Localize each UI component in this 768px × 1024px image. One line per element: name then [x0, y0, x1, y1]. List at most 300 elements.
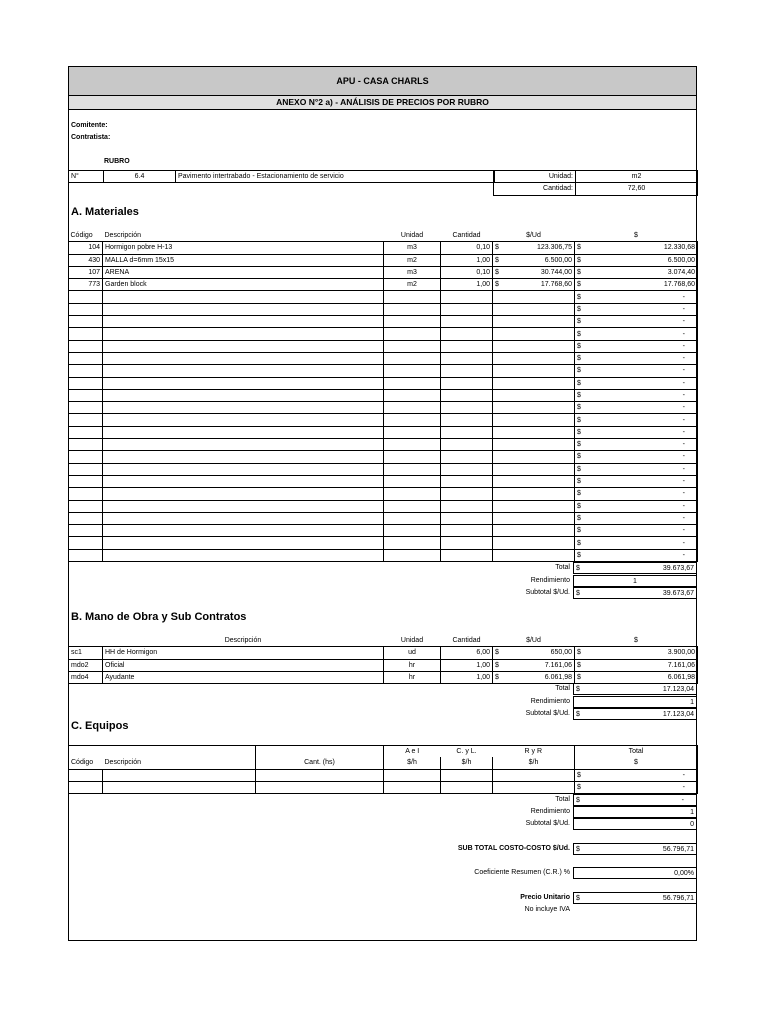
- mat-header-unidad: Unidad: [400, 232, 424, 240]
- mat-total: [575, 451, 698, 463]
- empty-cell: [493, 291, 575, 303]
- table-row: [69, 316, 698, 328]
- eq-header-ryr: R y R: [493, 746, 575, 758]
- mo-cantidad: 1,00: [441, 671, 493, 683]
- table-row: [69, 647, 698, 659]
- empty-cell: [103, 439, 384, 451]
- amount: 6.061,98: [667, 674, 695, 682]
- amount: -: [682, 502, 685, 510]
- empty-cell: [103, 500, 384, 512]
- table-row: [69, 781, 698, 793]
- mat-total: [575, 254, 698, 266]
- mat-unidad: m2: [384, 279, 441, 291]
- empty-cell: [69, 426, 103, 438]
- empty-cell: [493, 352, 575, 364]
- mat-header-cantidad: Cantidad: [452, 232, 481, 240]
- empty-cell: [493, 414, 575, 426]
- currency-sign: $: [577, 367, 581, 375]
- empty-cell: [493, 389, 575, 401]
- mo-codigo: sc1: [69, 647, 103, 659]
- empty-cell: [69, 340, 103, 352]
- empty-cell: [493, 377, 575, 389]
- mat-rendimiento-label: Rendimiento: [530, 577, 570, 584]
- mat-unidad: m3: [384, 242, 441, 254]
- currency-sign: $: [577, 379, 581, 387]
- mat-pu: [493, 266, 575, 278]
- mat-descripcion: MALLA d=6mm 15x15: [103, 254, 384, 266]
- subtotal-costo-box: [573, 843, 697, 855]
- table-row: [69, 525, 698, 537]
- amount: -: [682, 514, 685, 522]
- amount: -: [682, 453, 685, 461]
- currency-sign: $: [495, 244, 499, 252]
- mo-pu: [493, 647, 575, 659]
- eq-header-cyl: C. y L.: [441, 746, 493, 758]
- empty-cell: [103, 389, 384, 401]
- amount: 3.074,40: [667, 269, 695, 277]
- mat-subtotal-label: Subtotal $/Ud.: [525, 589, 570, 596]
- mat-subtotal-currency: $: [576, 590, 580, 597]
- empty-cell: [441, 365, 493, 377]
- cantidad-label: Cantidad:: [494, 183, 576, 195]
- amount: -: [682, 318, 685, 326]
- amount: -: [682, 305, 685, 313]
- mat-total: [575, 512, 698, 524]
- subtotal-costo-value: 56.796,71: [662, 846, 694, 853]
- table-row: [69, 426, 698, 438]
- empty-cell: [103, 549, 384, 561]
- mo-total-box: [573, 683, 697, 695]
- table-row: [69, 389, 698, 401]
- mat-header-total: $: [634, 232, 638, 240]
- mat-pu: [493, 279, 575, 291]
- currency-sign: $: [577, 478, 581, 486]
- mat-cantidad: 1,00: [441, 279, 493, 291]
- eq-subtotal-label: Subtotal $/Ud.: [525, 820, 570, 827]
- empty-cell: [493, 328, 575, 340]
- table-row: [69, 365, 698, 377]
- mat-total: [575, 475, 698, 487]
- mo-codigo: mdo2: [69, 659, 103, 671]
- mat-total: [575, 377, 698, 389]
- amount: -: [682, 392, 685, 399]
- eq-row2-currency: $: [577, 784, 581, 792]
- amount: -: [682, 490, 685, 498]
- mo-subtotal-currency: $: [576, 711, 580, 718]
- mat-total: [575, 463, 698, 475]
- empty-cell: [69, 475, 103, 487]
- table-row: [69, 402, 698, 414]
- mo-header-descripcion: Descripción: [224, 637, 262, 645]
- mat-subtotal-value: 39.673,67: [662, 590, 694, 597]
- rubro-description: Pavimento intertrabado - Estacionamiento de servicio: [176, 171, 495, 183]
- mo-total-value: 17.123,04: [662, 686, 694, 693]
- empty-cell: [69, 451, 103, 463]
- mat-cantidad: 1,00: [441, 254, 493, 266]
- eq-header-dollar: $: [575, 757, 698, 769]
- mat-cantidad: 0,10: [441, 266, 493, 278]
- mat-unidad: m3: [384, 266, 441, 278]
- mo-total: [575, 659, 698, 671]
- currency-sign: $: [577, 269, 581, 277]
- mat-total: [575, 279, 698, 291]
- empty-cell: [384, 451, 441, 463]
- mat-total: [575, 328, 698, 340]
- table-row: [69, 512, 698, 524]
- empty-cell: [441, 389, 493, 401]
- amount: 30.744,00: [540, 269, 572, 277]
- table-row: [69, 242, 698, 254]
- table-row: [69, 451, 698, 463]
- unidad-value: m2: [576, 171, 698, 183]
- empty-cell: [103, 488, 384, 500]
- amount: 17.768,60: [663, 281, 695, 289]
- eq-total-label: Total: [555, 796, 570, 803]
- empty-cell: [441, 500, 493, 512]
- currency-sign: $: [577, 551, 581, 559]
- eq-row1-currency: $: [577, 771, 581, 779]
- empty-cell: [384, 340, 441, 352]
- currency-sign: $: [577, 490, 581, 498]
- mo-unidad: hr: [384, 659, 441, 671]
- amount: -: [682, 416, 685, 424]
- mat-total: [575, 303, 698, 315]
- empty-cell: [69, 439, 103, 451]
- empty-cell: [384, 439, 441, 451]
- currency-sign: $: [577, 502, 581, 510]
- empty-cell: [493, 549, 575, 561]
- mat-descripcion: Garden block: [103, 279, 384, 291]
- mat-total: [575, 426, 698, 438]
- mo-header-pu: $/Ud: [526, 637, 541, 645]
- table-row: [69, 475, 698, 487]
- table-row: [69, 328, 698, 340]
- rubro-n-label: N°: [69, 171, 104, 183]
- amount: -: [682, 355, 685, 363]
- empty-cell: [384, 352, 441, 364]
- empty-cell: [441, 512, 493, 524]
- empty-cell: [69, 512, 103, 524]
- cantidad-value: 72,60: [576, 183, 698, 195]
- empty-cell: [493, 439, 575, 451]
- amount: -: [682, 342, 685, 350]
- comitente-label: Comitente:: [71, 122, 108, 129]
- eq-rendimiento-label: Rendimiento: [530, 808, 570, 815]
- empty-cell: [384, 475, 441, 487]
- empty-cell: [103, 537, 384, 549]
- precio-unitario-box: [573, 892, 697, 904]
- mo-header-cantidad: Cantidad: [452, 637, 481, 645]
- empty-cell: [384, 316, 441, 328]
- empty-cell: [384, 525, 441, 537]
- table-row: [69, 671, 698, 683]
- currency-sign: $: [495, 281, 499, 289]
- precio-unitario-value: 56.796,71: [662, 895, 694, 902]
- equipos-title: C. Equipos: [71, 720, 129, 732]
- mo-total-label: Total: [555, 685, 570, 692]
- empty-cell: [384, 463, 441, 475]
- mat-total-value: 39.673,67: [662, 565, 694, 572]
- eq-h1-blank2: [103, 746, 256, 758]
- empty-cell: [103, 525, 384, 537]
- amount: -: [682, 367, 685, 375]
- eq-h1-blank3: [256, 746, 384, 758]
- mat-unidad: m2: [384, 254, 441, 266]
- table-row: [69, 537, 698, 549]
- empty-cell: [441, 291, 493, 303]
- subtotal-costo-currency: $: [576, 846, 580, 853]
- amount: 6.500,00: [667, 256, 695, 264]
- empty-cell: [69, 500, 103, 512]
- eq-header-cant: Cant. (hs): [256, 757, 384, 769]
- empty-cell: [103, 426, 384, 438]
- currency-sign: $: [577, 256, 581, 264]
- mat-total: [575, 537, 698, 549]
- amount: -: [682, 428, 685, 436]
- empty-cell: [493, 500, 575, 512]
- table-row: [69, 279, 698, 291]
- amount: 123.306,75: [536, 244, 572, 252]
- empty-cell: [103, 402, 384, 414]
- amount: 650,00: [550, 649, 572, 657]
- currency-sign: $: [577, 539, 581, 547]
- empty-cell: [493, 426, 575, 438]
- mat-total: [575, 389, 698, 401]
- empty-cell: [493, 340, 575, 352]
- rubro-table: [68, 170, 495, 183]
- mat-total: [575, 488, 698, 500]
- mo-cantidad: 1,00: [441, 659, 493, 671]
- unidad-label: Unidad:: [494, 171, 576, 183]
- mat-total: [575, 549, 698, 561]
- mo-rendimiento-value: 1: [573, 696, 697, 708]
- empty-cell: [69, 352, 103, 364]
- eq-header-aei: A e I: [384, 746, 441, 758]
- amount: -: [682, 527, 685, 535]
- mat-total: [575, 500, 698, 512]
- mat-total-box: [573, 562, 697, 574]
- currency-sign: $: [577, 674, 581, 682]
- mo-total: [575, 647, 698, 659]
- eq-rendimiento-value: 1: [573, 806, 697, 818]
- empty-cell: [103, 352, 384, 364]
- eq-row1-total: -: [682, 771, 685, 779]
- currency-sign: $: [577, 649, 581, 657]
- rubro-number: 6.4: [104, 171, 176, 183]
- table-row: [69, 659, 698, 671]
- eq-header-ph3: $/h: [493, 757, 575, 769]
- empty-cell: [69, 365, 103, 377]
- empty-cell: [384, 512, 441, 524]
- empty-cell: [69, 537, 103, 549]
- amount: 12.330,68: [663, 244, 695, 252]
- sheet-title: APU - CASA CHARLS: [69, 67, 696, 96]
- amount: -: [682, 465, 685, 473]
- empty-cell: [441, 451, 493, 463]
- mo-header-total: $: [634, 637, 638, 645]
- currency-sign: $: [577, 514, 581, 522]
- mat-rendimiento-value: 1: [573, 575, 697, 587]
- currency-sign: $: [577, 244, 581, 252]
- eq-total-value: -: [681, 797, 684, 804]
- mo-unidad: ud: [384, 647, 441, 659]
- empty-cell: [441, 488, 493, 500]
- eq-h1-blank1: [69, 746, 103, 758]
- mat-total: [575, 242, 698, 254]
- empty-cell: [384, 549, 441, 561]
- precio-unitario-label: Precio Unitario: [520, 894, 570, 901]
- empty-cell: [103, 463, 384, 475]
- empty-cell: [69, 328, 103, 340]
- empty-cell: [69, 549, 103, 561]
- currency-sign: $: [577, 355, 581, 363]
- mat-total-label: Total: [555, 564, 570, 571]
- mo-total: [575, 671, 698, 683]
- currency-sign: $: [495, 674, 499, 682]
- mo-subtotal-value: 17.123,04: [662, 711, 694, 718]
- eq-header-ph2: $/h: [441, 757, 493, 769]
- mat-descripcion: ARENA: [103, 266, 384, 278]
- empty-cell: [69, 291, 103, 303]
- empty-cell: [384, 389, 441, 401]
- empty-cell: [493, 537, 575, 549]
- empty-cell: [69, 488, 103, 500]
- mo-header-unidad: Unidad: [400, 637, 424, 645]
- currency-sign: $: [577, 465, 581, 473]
- amount: -: [682, 404, 685, 412]
- mo-codigo: mdo4: [69, 671, 103, 683]
- empty-cell: [441, 475, 493, 487]
- mat-total: [575, 291, 698, 303]
- empty-cell: [441, 402, 493, 414]
- mat-header-descripcion: Descripción: [104, 232, 142, 240]
- eq-header-codigo: Código: [69, 757, 103, 769]
- empty-cell: [493, 475, 575, 487]
- currency-sign: $: [577, 330, 581, 338]
- amount: -: [682, 441, 685, 449]
- empty-cell: [384, 328, 441, 340]
- table-row: [69, 303, 698, 315]
- currency-sign: $: [577, 392, 581, 399]
- mat-subtotal-box: [573, 587, 697, 599]
- mo-unidad: hr: [384, 671, 441, 683]
- empty-cell: [441, 537, 493, 549]
- mano-obra-table: [68, 635, 698, 684]
- eq-header-descripcion: Descripción: [103, 757, 256, 769]
- materiales-title: A. Materiales: [71, 206, 139, 218]
- amount: 7.161,06: [544, 661, 572, 669]
- amount: 6.061,98: [544, 674, 572, 682]
- empty-cell: [493, 488, 575, 500]
- empty-cell: [103, 451, 384, 463]
- currency-sign: $: [577, 441, 581, 449]
- empty-cell: [441, 439, 493, 451]
- empty-cell: [441, 316, 493, 328]
- mo-header-blank: [69, 635, 103, 647]
- empty-cell: [441, 303, 493, 315]
- eq-total-box: [573, 794, 697, 806]
- empty-cell: [103, 475, 384, 487]
- empty-cell: [441, 463, 493, 475]
- mat-codigo: 107: [69, 266, 103, 278]
- mat-total: [575, 525, 698, 537]
- empty-cell: [441, 525, 493, 537]
- empty-cell: [384, 402, 441, 414]
- coef-value: 0,00%: [573, 867, 697, 879]
- empty-cell: [384, 303, 441, 315]
- table-row: [69, 377, 698, 389]
- empty-cell: [69, 377, 103, 389]
- empty-cell: [103, 316, 384, 328]
- empty-cell: [69, 316, 103, 328]
- empty-cell: [493, 451, 575, 463]
- currency-sign: $: [495, 256, 499, 264]
- mat-header-codigo: Código: [70, 232, 93, 240]
- mat-total: [575, 402, 698, 414]
- empty-cell: [384, 426, 441, 438]
- equipos-table: [68, 745, 698, 794]
- mat-pu: [493, 242, 575, 254]
- mat-cantidad: 0,10: [441, 242, 493, 254]
- empty-cell: [103, 340, 384, 352]
- currency-sign: $: [495, 649, 499, 657]
- mo-rendimiento-label: Rendimiento: [530, 698, 570, 705]
- currency-sign: $: [577, 416, 581, 424]
- mat-total: [575, 439, 698, 451]
- currency-sign: $: [577, 281, 581, 289]
- empty-cell: [384, 537, 441, 549]
- mano-obra-title: B. Mano de Obra y Sub Contratos: [71, 611, 247, 623]
- mat-total: [575, 340, 698, 352]
- table-row: [69, 488, 698, 500]
- currency-sign: $: [495, 269, 499, 277]
- table-row: [69, 463, 698, 475]
- empty-cell: [384, 488, 441, 500]
- empty-cell: [441, 426, 493, 438]
- amount: -: [682, 293, 685, 301]
- amount: -: [682, 330, 685, 338]
- mat-total: [575, 266, 698, 278]
- empty-cell: [441, 549, 493, 561]
- empty-cell: [493, 316, 575, 328]
- eq-subtotal-value: 0: [573, 818, 697, 830]
- eq-row2-total: -: [682, 784, 685, 792]
- table-row: [69, 291, 698, 303]
- mo-subtotal-label: Subtotal $/Ud.: [525, 710, 570, 717]
- mat-total: [575, 352, 698, 364]
- empty-cell: [441, 328, 493, 340]
- table-row: [69, 254, 698, 266]
- mat-total: [575, 316, 698, 328]
- rubro-unit-table: [493, 170, 698, 196]
- eq-header-ph1: $/h: [384, 757, 441, 769]
- mo-total-currency: $: [576, 686, 580, 693]
- amount: 17.768,60: [540, 281, 572, 289]
- empty-cell: [103, 512, 384, 524]
- contratista-label: Contratista:: [71, 134, 111, 141]
- empty-cell: [69, 463, 103, 475]
- amount: -: [682, 379, 685, 387]
- empty-cell: [384, 500, 441, 512]
- mat-total-currency: $: [576, 565, 580, 572]
- mat-header-pu: $/Ud: [526, 232, 541, 240]
- empty-cell: [493, 303, 575, 315]
- empty-cell: [384, 414, 441, 426]
- currency-sign: $: [495, 661, 499, 669]
- coef-label: Coeficiente Resumen (C.R.) %: [474, 869, 570, 876]
- currency-sign: $: [577, 428, 581, 436]
- amount: -: [682, 478, 685, 486]
